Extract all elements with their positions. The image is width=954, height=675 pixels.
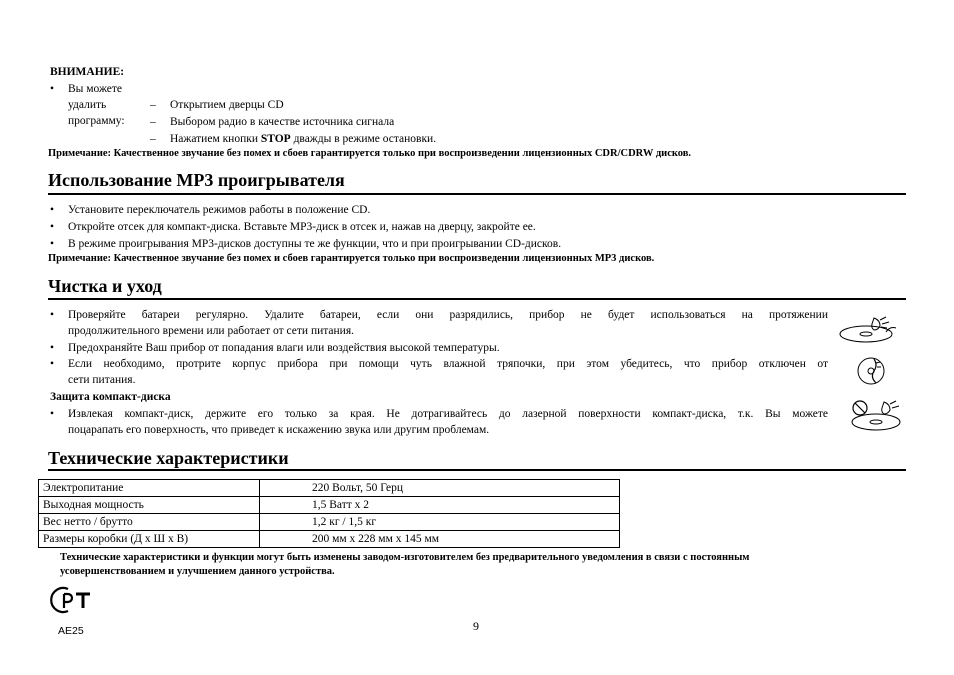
mp3-section-title: Использование MP3 проигрывателя (48, 170, 345, 190)
care-section-rule (48, 298, 906, 300)
disc-edge-icon (856, 353, 886, 389)
page-number: 9 (473, 619, 479, 633)
specs-table (38, 479, 620, 548)
spec-value: 200 мм x 228 мм x 145 мм (260, 531, 620, 548)
stop-key-label: STOP (260, 133, 291, 145)
spec-label: Вес нетто / брутто (39, 514, 260, 531)
no-touch-disc-icon (846, 398, 906, 434)
bullet-dot: • (50, 83, 55, 95)
attention-heading: ВНИМАНИЕ: (50, 66, 125, 78)
certification-code: AE25 (58, 625, 84, 637)
disc-protection-subheading: Защита компакт-диска (50, 391, 171, 403)
disc-handling-icon (836, 314, 900, 344)
mp3-section-rule (48, 193, 906, 195)
specs-section-rule (48, 469, 906, 471)
specs-section-title: Технические характеристики (48, 448, 289, 468)
spec-value: 220 Вольт, 50 Герц (260, 480, 620, 497)
table-row (39, 514, 620, 531)
attention-note: Примечание: Качественное звучание без помех и сбоев гарантируется только при воспроизведении лицензионных CDR/CDRW дисков. (48, 148, 692, 159)
spec-label: Выходная мощность (39, 497, 260, 514)
specs-note-line1: Технические характеристики и функции могут быть изменены заводом-изготовителем без предварительного уведомления в связи с постоянным (60, 552, 750, 563)
specs-note-line2: усовершенствованием и улучшением данного устройства. (60, 566, 335, 577)
care-section-title: Чистка и уход (48, 276, 162, 296)
spec-label: Размеры коробки (Д x Ш x В) (39, 531, 260, 548)
table-row (39, 531, 620, 548)
spec-value: 1,2 кг / 1,5 кг (260, 514, 620, 531)
mp3-note: Примечание: Качественное звучание без помех и сбоев гарантируется только при воспроизведении лицензионных MP3 дисков. (48, 253, 655, 264)
rst-certification-logo (50, 585, 96, 615)
table-row (39, 480, 620, 497)
attention-bullet-text: Вы можете удалить программу: (68, 83, 125, 127)
table-row (39, 497, 620, 514)
spec-label: Электропитание (39, 480, 260, 497)
spec-value: 1,5 Ватт x 2 (260, 497, 620, 514)
